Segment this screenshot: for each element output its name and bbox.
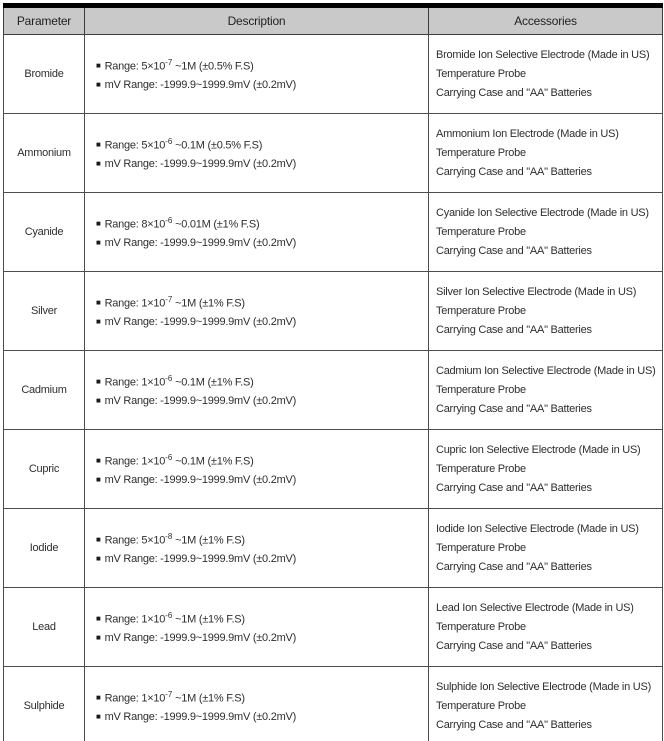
- range-rest: ~0.1M (±1% F.S): [172, 455, 254, 468]
- parameter-cell: Bromide: [4, 35, 85, 114]
- description-cell: [85, 193, 429, 272]
- mv-range-text: mV Range: -1999.9~1999.9mV (±0.2mV): [104, 158, 297, 171]
- range-line: [96, 214, 427, 232]
- mv-range-line: [96, 157, 427, 171]
- range-line: [96, 372, 427, 390]
- mv-range-text: mV Range: -1999.9~1999.9mV (±0.2mV): [104, 79, 297, 92]
- range-exponent: -6: [165, 373, 173, 383]
- description-cell: [85, 351, 429, 430]
- parameter-cell: Iodide: [4, 509, 85, 588]
- range-line: [96, 293, 427, 311]
- accessory-item: Cadmium Ion Selective Electrode (Made in US): [436, 364, 656, 377]
- mv-range-line: [96, 78, 427, 92]
- table-row: [4, 667, 663, 741]
- accessory-item: Cupric Ion Selective Electrode (Made in US): [436, 443, 641, 456]
- mv-range-line: [96, 631, 427, 645]
- mv-range-line: [96, 552, 427, 566]
- accessory-item: Temperature Probe: [436, 541, 526, 554]
- description-cell: [85, 588, 429, 667]
- accessory-item: Ammonium Ion Electrode (Made in US): [436, 127, 619, 140]
- bullet-square-icon: ■: [96, 317, 101, 327]
- range-text: Range: 5×10: [104, 534, 166, 547]
- range-rest: ~1M (±1% F.S): [172, 692, 245, 705]
- accessories-cell: [429, 509, 663, 588]
- accessory-item: Temperature Probe: [436, 699, 526, 712]
- range-rest: ~0.1M (±1% F.S): [172, 376, 254, 389]
- accessory-item: Iodide Ion Selective Electrode (Made in US): [436, 522, 639, 535]
- accessories-cell: [429, 430, 663, 509]
- mv-range-text: mV Range: -1999.9~1999.9mV (±0.2mV): [104, 474, 297, 487]
- accessory-item: Temperature Probe: [436, 462, 526, 475]
- accessories-cell: [429, 35, 663, 114]
- table-row: [4, 193, 663, 272]
- range-text: Range: 1×10: [104, 692, 166, 705]
- accessory-item: Temperature Probe: [436, 383, 526, 396]
- table-row: [4, 35, 663, 114]
- accessories-cell: [429, 193, 663, 272]
- range-exponent: -7: [165, 57, 173, 67]
- accessory-item: Temperature Probe: [436, 304, 526, 317]
- bullet-square-icon: ■: [96, 61, 101, 71]
- accessory-item: Carrying Case and "AA" Batteries: [436, 481, 592, 494]
- bullet-square-icon: ■: [96, 298, 101, 308]
- accessories-cell: [429, 114, 663, 193]
- bullet-square-icon: ■: [96, 377, 101, 387]
- bullet-square-icon: ■: [96, 456, 101, 466]
- accessory-item: Carrying Case and "AA" Batteries: [436, 86, 592, 99]
- bullet-square-icon: ■: [96, 238, 101, 248]
- accessories-cell: [429, 351, 663, 430]
- bullet-square-icon: ■: [96, 475, 101, 485]
- range-exponent: -6: [165, 452, 173, 462]
- mv-range-text: mV Range: -1999.9~1999.9mV (±0.2mV): [104, 237, 297, 250]
- bullet-square-icon: ■: [96, 693, 101, 703]
- parameter-cell: Ammonium: [4, 114, 85, 193]
- range-line: [96, 530, 427, 548]
- range-exponent: -6: [165, 610, 173, 620]
- column-header-accessories: Accessories: [429, 6, 663, 35]
- bullet-square-icon: ■: [96, 614, 101, 624]
- range-rest: ~1M (±1% F.S): [172, 534, 245, 547]
- bullet-square-icon: ■: [96, 633, 101, 643]
- range-rest: ~0.1M (±0.5% F.S): [172, 139, 263, 152]
- accessory-item: Carrying Case and "AA" Batteries: [436, 718, 592, 731]
- column-header-description: Description: [85, 6, 429, 35]
- accessory-item: Lead Ion Selective Electrode (Made in US): [436, 601, 634, 614]
- range-line: [96, 56, 427, 74]
- table-row: [4, 509, 663, 588]
- parameter-cell: Cupric: [4, 430, 85, 509]
- accessory-item: Bromide Ion Selective Electrode (Made in US): [436, 48, 650, 61]
- accessory-item: Carrying Case and "AA" Batteries: [436, 402, 592, 415]
- range-exponent: -6: [165, 215, 173, 225]
- bullet-square-icon: ■: [96, 140, 101, 150]
- accessories-cell: [429, 588, 663, 667]
- accessory-item: Carrying Case and "AA" Batteries: [436, 560, 592, 573]
- range-exponent: -6: [165, 136, 173, 146]
- description-cell: [85, 430, 429, 509]
- accessory-item: Silver Ion Selective Electrode (Made in US): [436, 285, 637, 298]
- range-line: [96, 609, 427, 627]
- accessory-item: Carrying Case and "AA" Batteries: [436, 323, 592, 336]
- description-cell: [85, 509, 429, 588]
- table-row: [4, 272, 663, 351]
- bullet-square-icon: ■: [96, 535, 101, 545]
- accessory-item: Cyanide Ion Selective Electrode (Made in US): [436, 206, 649, 219]
- bullet-square-icon: ■: [96, 159, 101, 169]
- range-text: Range: 1×10: [104, 297, 166, 310]
- accessories-cell: [429, 667, 663, 741]
- range-line: [96, 451, 427, 469]
- mv-range-text: mV Range: -1999.9~1999.9mV (±0.2mV): [104, 632, 297, 645]
- range-rest: ~1M (±1% F.S): [172, 613, 245, 626]
- mv-range-line: [96, 710, 427, 724]
- bullet-square-icon: ■: [96, 80, 101, 90]
- range-text: Range: 1×10: [104, 455, 166, 468]
- column-header-parameter: Parameter: [4, 6, 85, 35]
- range-rest: ~1M (±1% F.S): [172, 297, 245, 310]
- table-row: [4, 588, 663, 667]
- mv-range-line: [96, 473, 427, 487]
- bullet-square-icon: ■: [96, 219, 101, 229]
- accessory-item: Temperature Probe: [436, 225, 526, 238]
- mv-range-text: mV Range: -1999.9~1999.9mV (±0.2mV): [104, 316, 297, 329]
- bullet-square-icon: ■: [96, 712, 101, 722]
- range-exponent: -7: [165, 689, 173, 699]
- range-text: Range: 5×10: [104, 139, 166, 152]
- mv-range-line: [96, 236, 427, 250]
- accessory-item: Temperature Probe: [436, 67, 526, 80]
- accessory-item: Carrying Case and "AA" Batteries: [436, 165, 592, 178]
- range-exponent: -7: [165, 294, 173, 304]
- parameter-cell: Lead: [4, 588, 85, 667]
- range-text: Range: 1×10: [104, 376, 166, 389]
- accessory-item: Temperature Probe: [436, 620, 526, 633]
- table-row: [4, 351, 663, 430]
- bullet-square-icon: ■: [96, 396, 101, 406]
- description-cell: [85, 35, 429, 114]
- accessory-item: Temperature Probe: [436, 146, 526, 159]
- accessory-item: Carrying Case and "AA" Batteries: [436, 244, 592, 257]
- mv-range-text: mV Range: -1999.9~1999.9mV (±0.2mV): [104, 711, 297, 724]
- description-cell: [85, 114, 429, 193]
- bullet-square-icon: ■: [96, 554, 101, 564]
- table-row: [4, 430, 663, 509]
- spec-table: [3, 3, 663, 741]
- parameter-cell: Cyanide: [4, 193, 85, 272]
- mv-range-line: [96, 394, 427, 408]
- range-rest: ~0.01M (±1% F.S): [172, 218, 260, 231]
- mv-range-text: mV Range: -1999.9~1999.9mV (±0.2mV): [104, 395, 297, 408]
- mv-range-line: [96, 315, 427, 329]
- accessories-cell: [429, 272, 663, 351]
- table-row: [4, 114, 663, 193]
- parameter-cell: Silver: [4, 272, 85, 351]
- range-rest: ~1M (±0.5% F.S): [172, 60, 254, 73]
- accessory-item: Sulphide Ion Selective Electrode (Made in US): [436, 680, 651, 693]
- range-text: Range: 5×10: [104, 60, 166, 73]
- parameter-cell: Sulphide: [4, 667, 85, 741]
- description-cell: [85, 667, 429, 741]
- accessory-item: Carrying Case and "AA" Batteries: [436, 639, 592, 652]
- range-line: [96, 688, 427, 706]
- header-row: [4, 6, 663, 35]
- range-line: [96, 135, 427, 153]
- description-cell: [85, 272, 429, 351]
- range-exponent: -8: [165, 531, 173, 541]
- parameter-cell: Cadmium: [4, 351, 85, 430]
- mv-range-text: mV Range: -1999.9~1999.9mV (±0.2mV): [104, 553, 297, 566]
- range-text: Range: 1×10: [104, 613, 166, 626]
- range-text: Range: 8×10: [104, 218, 166, 231]
